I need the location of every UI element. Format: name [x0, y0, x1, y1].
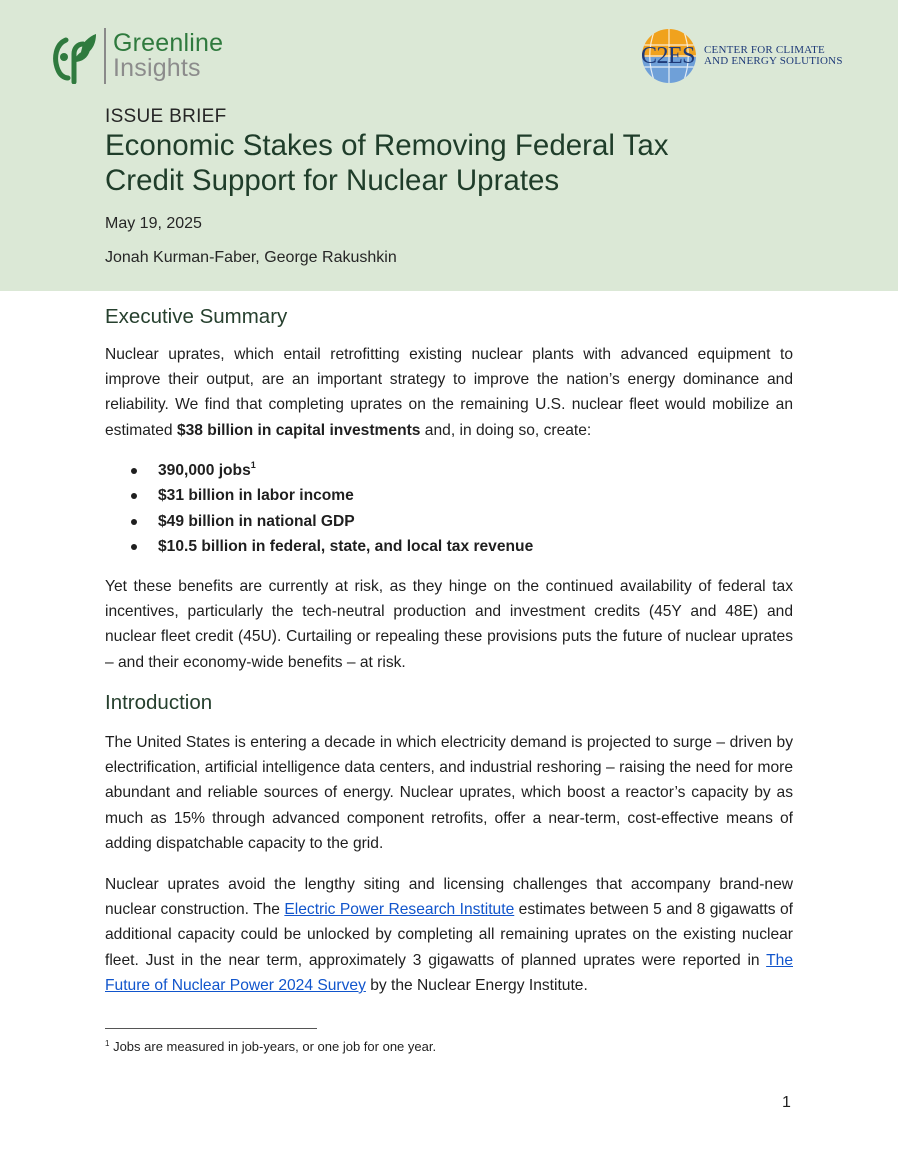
authors: Jonah Kurman-Faber, George Rakushkin: [105, 249, 397, 266]
executive-summary-heading: Executive Summary: [105, 305, 288, 328]
list-item: $10.5 billion in federal, state, and local tax revenue: [130, 534, 533, 559]
list-item: $49 billion in national GDP: [130, 509, 533, 534]
impact-bullet-list: [130, 458, 533, 559]
publication-date: May 19, 2025: [105, 215, 202, 232]
page-number: 1: [782, 1094, 791, 1111]
introduction-paragraph-1: The United States is entering a decade in which electricity demand is projected to surge – driven by electrification, artificial intelligence data centers, and industrial reshoring – raising the need for more abundant and reliable sources of energy. Nuclear uprates, which boost a reactor’s capacity by as much as 15% through advanced component retrofits, offer a near-term, cost-effective means of adding dispatchable capacity to the grid.: [105, 734, 793, 852]
capital-investment-highlight: $38 billion in capital investments: [176, 421, 421, 439]
footnote-1: $^1$ Jobs are measured in job-years, or one job for one year.: [105, 1039, 437, 1054]
logo-word-greenline: Greenline: [113, 29, 224, 57]
c2es-logo: [640, 27, 843, 85]
list-item: $31 billion in labor income: [130, 483, 533, 508]
footnote-ref-1[interactable]: 1: [250, 460, 256, 470]
c2es-name-line2: AND ENERGY SOLUTIONS: [704, 55, 843, 67]
logo-divider: [104, 28, 106, 84]
epri-link[interactable]: Electric Power Research Institute: [284, 901, 515, 919]
introduction-paragraph-2: Nuclear uprates avoid the lengthy siting and licensing challenges that accompany brand-new nuclear construction. The Electric Power Research Institute estimates between 5 and 8 gigawatts of additional capacity could be unlocked by completing all remaining uprates on the existing nuclear fleet. Just in the near term, approximately 3 gigawatts of planned uprates were reported in The Future of Nuclear Power 2024 Survey by the Nuclear Energy Institute.: [105, 876, 794, 994]
leaf-sprout-icon: [52, 28, 98, 84]
header-band: [0, 0, 898, 291]
introduction-heading: Introduction: [105, 691, 213, 714]
issue-brief-label: ISSUE BRIEF: [105, 106, 227, 127]
logo-word-insights: Insights: [113, 54, 201, 82]
title-line-2: Credit Support for Nuclear Uprates: [105, 164, 560, 197]
footnote-divider: [105, 1028, 317, 1029]
c2es-wordmark: C2ES: [641, 43, 696, 69]
executive-summary-paragraph-2: Yet these benefits are currently at risk, as they hinge on the continued availability of federal tax incentives, particularly the tech-neutral production and investment credits (45Y and 48E) and nuclear fleet credit (45U). Curtailing or repealing these provisions puts the future of nuclear uprates – and their economy-wide benefits – at risk.: [105, 578, 793, 671]
executive-summary-paragraph-1: Nuclear uprates, which entail retrofitting existing nuclear plants with advanced equipment to improve their output, are an important strategy to improve the nation’s energy dominance and reliability. We find that completing uprates on the remaining U.S. nuclear fleet would mobilize an estimated $38 billion in capital investments and, in doing so, create:: [105, 346, 793, 439]
title-line-1: Economic Stakes of Removing Federal Tax: [105, 129, 669, 162]
nei-survey-link[interactable]: The Future of Nuclear Power 2024 Survey: [105, 951, 793, 994]
list-item: 390,000 jobs$^1$: [130, 458, 533, 483]
document-title: [105, 128, 805, 198]
greenline-insights-logo: [52, 28, 223, 84]
c2es-name-line1: CENTER FOR CLIMATE: [704, 44, 825, 56]
